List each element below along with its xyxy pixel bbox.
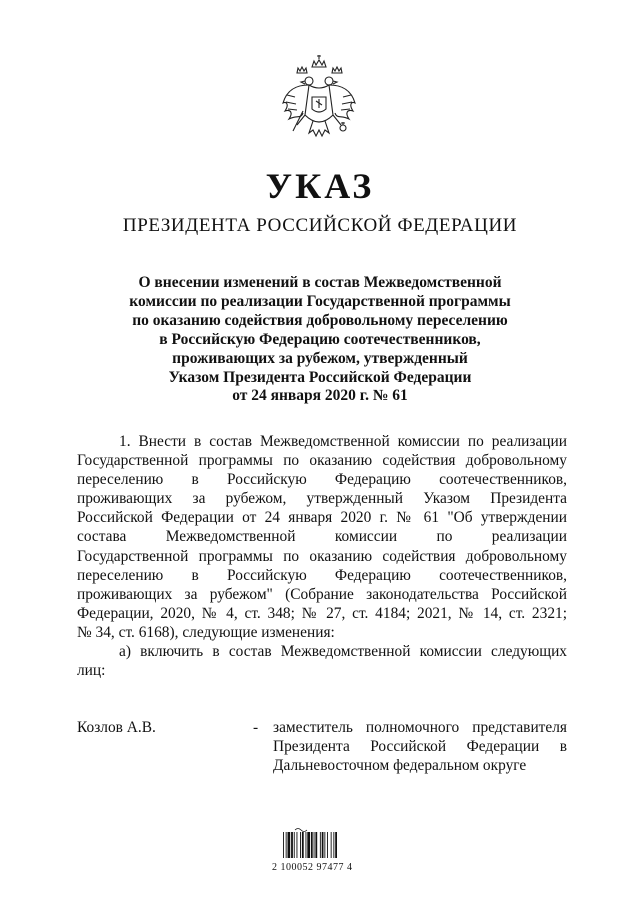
barcode-bar (314, 832, 315, 858)
heading-line: по оказанию содействия добровольному переселению (132, 311, 508, 329)
barcode-bar (283, 832, 284, 858)
barcode-bar (286, 832, 287, 858)
barcode-mark (295, 829, 307, 832)
barcode-bar (311, 832, 313, 858)
heading-line: О внесении изменений в состав Межведомственной (138, 274, 502, 291)
appointee-name: Козлов А.В. (77, 719, 156, 736)
barcode-bar (297, 832, 298, 858)
heading-line: проживающих за рубежом, утвержденный (172, 349, 468, 367)
barcode-digits: 2 100052 97477 4 (272, 862, 353, 873)
decree-subtitle: ПРЕЗИДЕНТА РОССИЙСКОЙ ФЕДЕРАЦИИ (122, 215, 518, 236)
barcode-bar (291, 832, 293, 858)
barcode-bar (315, 832, 317, 858)
decree-heading (90, 274, 550, 406)
barcode-bar (324, 832, 325, 858)
body-line: 1. Внести в состав Межведомственной комиссии по реализации (119, 433, 567, 450)
body-line: Федерации, 2020, № 4, ст. 348; № 27, ст. 4184; 2021, № 14, ст. 2321; (77, 604, 567, 622)
decree-body (77, 432, 567, 680)
heading-line: в Российскую Федерацию соотечественников, (159, 330, 481, 348)
barcode-bar (306, 832, 307, 858)
body-line: проживающих за рубежом" (Собрание законодательства Российской (77, 585, 567, 603)
body-line: проживающих за рубежом, утвержденный Указом Президента (77, 490, 567, 508)
decree-title: УКАЗ (265, 166, 375, 206)
barcode-icon (281, 826, 361, 860)
coat-of-arms-icon (279, 55, 359, 143)
barcode-bar (320, 832, 321, 858)
barcode-bar (327, 832, 328, 858)
barcode-bar (288, 832, 291, 858)
body-line: лиц: (77, 662, 106, 680)
body-line: Государственной программы по оказанию содействия добровольному (77, 452, 567, 470)
barcode-bar (302, 832, 304, 858)
barcode-bar (300, 832, 301, 858)
appointee-entry (77, 718, 567, 778)
body-line: Государственной программы по оказанию содействия добровольному (77, 547, 567, 565)
barcode-bar (331, 832, 332, 858)
body-line: переселению в Российскую Федерацию соотечественников, (77, 566, 567, 584)
barcode-bar (294, 832, 295, 858)
heading-line: от 24 января 2020 г. № 61 (232, 387, 408, 405)
heading-line: Указом Президента Российской Федерации (168, 368, 472, 386)
body-line: переселению в Российскую Федерацию соотечественников, (77, 471, 567, 489)
heading-line: комиссии по реализации Государственной программы (129, 292, 511, 310)
barcode-bar (322, 832, 324, 858)
appointee-dash: - (253, 719, 259, 736)
body-line: а) включить в состав Межведомственной комиссии следующих (119, 643, 567, 661)
body-line: № 34, ст. 6168), следующие изменения: (77, 623, 335, 641)
barcode-bar (335, 832, 337, 858)
appointee-position: заместитель полномочного представителя Президента Российской Федерации в Дальневосточном федеральном округе (273, 719, 567, 775)
body-line: состава Межведомственной комиссии по реализации (77, 528, 567, 546)
body-line: Российской Федерации от 24 января 2020 г. № 61 "Об утверждении (77, 509, 567, 527)
barcode-bar (307, 832, 310, 858)
barcode-bar (333, 832, 334, 858)
